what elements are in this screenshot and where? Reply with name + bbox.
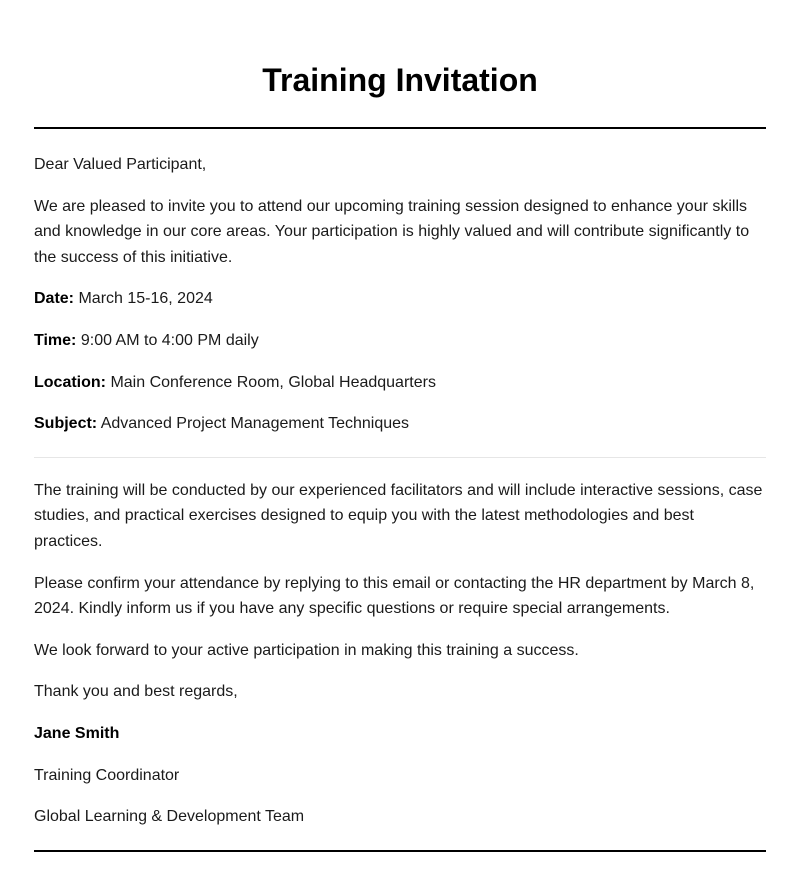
document-title: Training Invitation xyxy=(262,62,538,98)
signature-team: Global Learning & Development Team xyxy=(34,808,305,826)
details-divider xyxy=(34,457,766,458)
detail-subject-label: Subject: xyxy=(34,415,98,433)
detail-time xyxy=(34,328,766,354)
detail-time-value: 9:00 AM to 4:00 PM daily xyxy=(80,331,259,349)
detail-location-label: Location: xyxy=(34,373,106,391)
detail-date-label: Date: xyxy=(34,290,75,308)
title-divider xyxy=(34,127,766,129)
signature-name: Jane Smith xyxy=(34,724,120,742)
signature-role: Training Coordinator xyxy=(34,766,180,784)
intro-paragraph: We are pleased to invite you to attend our upcoming training session designed to enhance your skills and knowledge in our core areas. Your participation is highly valued and will contribute significantly to the success of this initiative. xyxy=(34,197,750,266)
detail-location xyxy=(34,370,766,396)
letter-body xyxy=(34,152,766,830)
invitation-document xyxy=(34,0,766,852)
rsvp-paragraph: Please confirm your attendance by replying to this email or contacting the HR department by March 8, 2024. Kindly inform us if you have any specific questions or require special arrangements. xyxy=(34,574,755,618)
description-paragraph: The training will be conducted by our experienced facilitators and will include interactive sessions, case studies, and practical exercises designed to equip you with the latest methodologies and best practices. xyxy=(34,481,763,550)
footer-divider xyxy=(34,850,766,852)
detail-date xyxy=(34,286,766,312)
signoff: Thank you and best regards, xyxy=(34,683,238,701)
greeting: Dear Valued Participant, xyxy=(34,156,207,173)
detail-date-value: March 15-16, 2024 xyxy=(78,290,213,308)
detail-time-label: Time: xyxy=(34,331,77,349)
detail-subject-value: Advanced Project Management Techniques xyxy=(100,415,410,433)
closing-note: We look forward to your active participation in making this training a success. xyxy=(34,641,579,659)
detail-location-value: Main Conference Room, Global Headquarters xyxy=(110,373,436,391)
detail-subject xyxy=(34,411,766,437)
